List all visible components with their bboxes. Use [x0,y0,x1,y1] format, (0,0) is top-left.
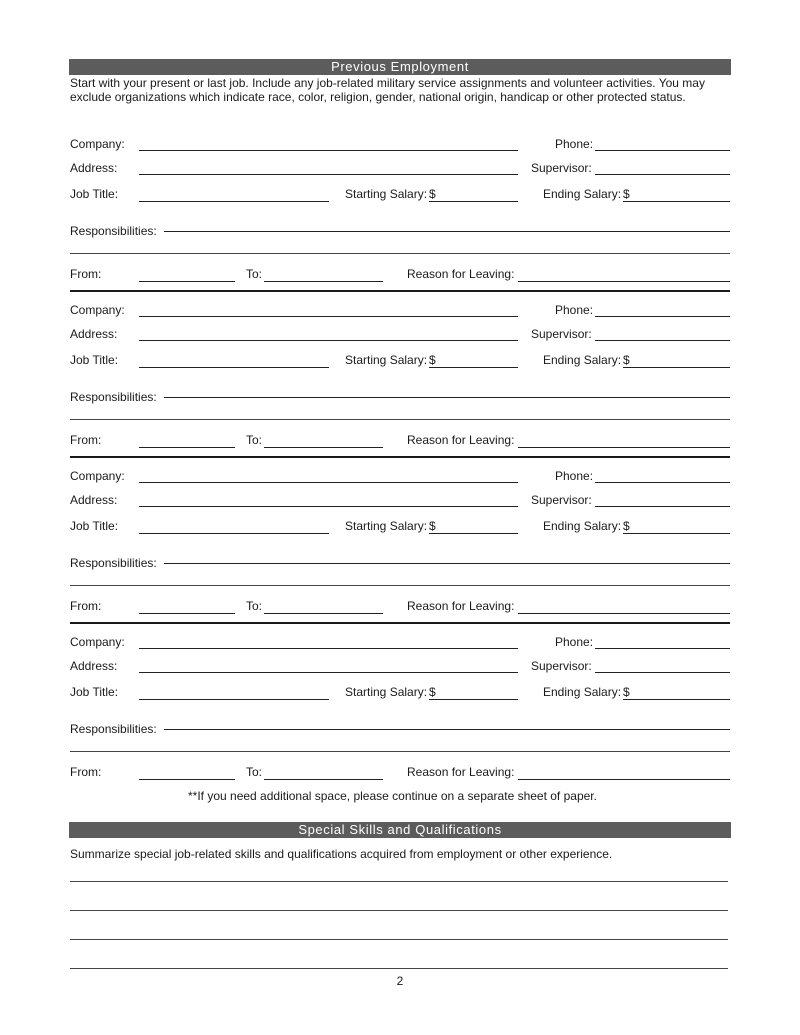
address-field[interactable] [139,672,518,673]
responsibilities-label: Responsibilities: [70,722,157,736]
starting-salary-field[interactable] [429,699,518,700]
special-skills-title: Special Skills and Qualifications [298,822,502,837]
responsibilities-field[interactable] [164,729,730,730]
address-label: Address: [70,659,118,673]
starting-salary-label: Starting Salary: [345,187,428,201]
reason-for-leaving-label: Reason for Leaving: [407,765,515,779]
ending-salary-field[interactable] [623,533,730,534]
special-skills-header [69,822,731,838]
phone-field[interactable] [595,150,730,151]
responsibilities-continuation-line[interactable] [70,585,730,586]
job-title-field[interactable] [139,699,329,700]
job-title-label: Job Title: [70,685,119,699]
reason-for-leaving-field[interactable] [518,613,730,614]
starting-salary-field[interactable] [429,367,518,368]
to-field[interactable] [264,447,383,448]
company-label: Company: [70,635,125,649]
address-field[interactable] [139,340,518,341]
reason-for-leaving-label: Reason for Leaving: [407,267,515,281]
ending-salary-field[interactable] [623,367,730,368]
ending-salary-field[interactable] [623,201,730,202]
to-label: To: [246,599,263,613]
job-title-field[interactable] [139,533,329,534]
skills-line[interactable] [70,939,728,940]
skills-line[interactable] [70,910,728,911]
company-field[interactable] [139,648,518,649]
ending-salary-label: Ending Salary: [543,519,622,533]
supervisor-field[interactable] [595,174,730,175]
job-title-label: Job Title: [70,519,119,533]
entry-separator [70,456,730,458]
from-label: From: [70,267,102,281]
responsibilities-label: Responsibilities: [70,390,157,404]
reason-for-leaving-label: Reason for Leaving: [407,599,515,613]
starting-salary-currency: $ [429,685,436,699]
starting-salary-currency: $ [429,519,436,533]
starting-salary-currency: $ [429,353,436,367]
supervisor-field[interactable] [595,340,730,341]
to-label: To: [246,765,263,779]
additional-space-note: **If you need additional space, please continue on a separate sheet of paper. [188,789,597,803]
company-field[interactable] [139,150,518,151]
responsibilities-field[interactable] [164,231,730,232]
supervisor-field[interactable] [595,672,730,673]
phone-field[interactable] [595,316,730,317]
responsibilities-label: Responsibilities: [70,556,157,570]
ending-salary-currency: $ [623,187,630,201]
reason-for-leaving-label: Reason for Leaving: [407,433,515,447]
supervisor-label: Supervisor: [531,161,592,175]
address-label: Address: [70,493,118,507]
from-field[interactable] [139,447,235,448]
company-label: Company: [70,469,125,483]
job-title-label: Job Title: [70,187,119,201]
starting-salary-label: Starting Salary: [345,353,428,367]
supervisor-field[interactable] [595,506,730,507]
previous-employment-header [69,59,731,75]
reason-for-leaving-field[interactable] [518,447,730,448]
responsibilities-continuation-line[interactable] [70,253,730,254]
phone-label: Phone: [555,469,594,483]
job-title-label: Job Title: [70,353,119,367]
responsibilities-continuation-line[interactable] [70,751,730,752]
address-label: Address: [70,327,118,341]
from-label: From: [70,433,102,447]
responsibilities-field[interactable] [164,397,730,398]
starting-salary-field[interactable] [429,201,518,202]
reason-for-leaving-field[interactable] [518,779,730,780]
ending-salary-currency: $ [623,353,630,367]
ending-salary-label: Ending Salary: [543,685,622,699]
previous-employment-title: Previous Employment [331,59,469,74]
to-field[interactable] [264,613,383,614]
from-field[interactable] [139,613,235,614]
job-title-field[interactable] [139,201,329,202]
company-label: Company: [70,137,125,151]
starting-salary-field[interactable] [429,533,518,534]
from-label: From: [70,599,102,613]
skills-line[interactable] [70,881,728,882]
company-label: Company: [70,303,125,317]
ending-salary-label: Ending Salary: [543,187,622,201]
ending-salary-currency: $ [623,685,630,699]
entry-separator [70,622,730,624]
responsibilities-label: Responsibilities: [70,224,157,238]
to-label: To: [246,433,263,447]
to-field[interactable] [264,281,383,282]
phone-label: Phone: [555,303,594,317]
starting-salary-currency: $ [429,187,436,201]
phone-label: Phone: [555,635,594,649]
company-field[interactable] [139,482,518,483]
entry-separator [70,290,730,292]
address-field[interactable] [139,506,518,507]
special-skills-instructions: Summarize special job-related skills and qualifications acquired from employment or other experience. [70,847,613,861]
starting-salary-label: Starting Salary: [345,519,428,533]
skills-line[interactable] [70,968,728,969]
previous-employment-instructions: Start with your present or last job. Include any job-related military service assignments and volunteer activities. You may exclude organizations which indicate race, color, religion, gender, national origin, handicap or other protected status. [70,76,705,104]
supervisor-label: Supervisor: [531,493,592,507]
page-number: 2 [396,974,404,988]
supervisor-label: Supervisor: [531,659,592,673]
ending-salary-label: Ending Salary: [543,353,622,367]
job-title-field[interactable] [139,367,329,368]
to-field[interactable] [264,779,383,780]
responsibilities-field[interactable] [164,563,730,564]
phone-field[interactable] [595,648,730,649]
company-field[interactable] [139,316,518,317]
from-field[interactable] [139,779,235,780]
ending-salary-field[interactable] [623,699,730,700]
ending-salary-currency: $ [623,519,630,533]
address-field[interactable] [139,174,518,175]
phone-field[interactable] [595,482,730,483]
responsibilities-continuation-line[interactable] [70,419,730,420]
phone-label: Phone: [555,137,594,151]
to-label: To: [246,267,263,281]
starting-salary-label: Starting Salary: [345,685,428,699]
address-label: Address: [70,161,118,175]
supervisor-label: Supervisor: [531,327,592,341]
reason-for-leaving-field[interactable] [518,281,730,282]
from-label: From: [70,765,102,779]
from-field[interactable] [139,281,235,282]
